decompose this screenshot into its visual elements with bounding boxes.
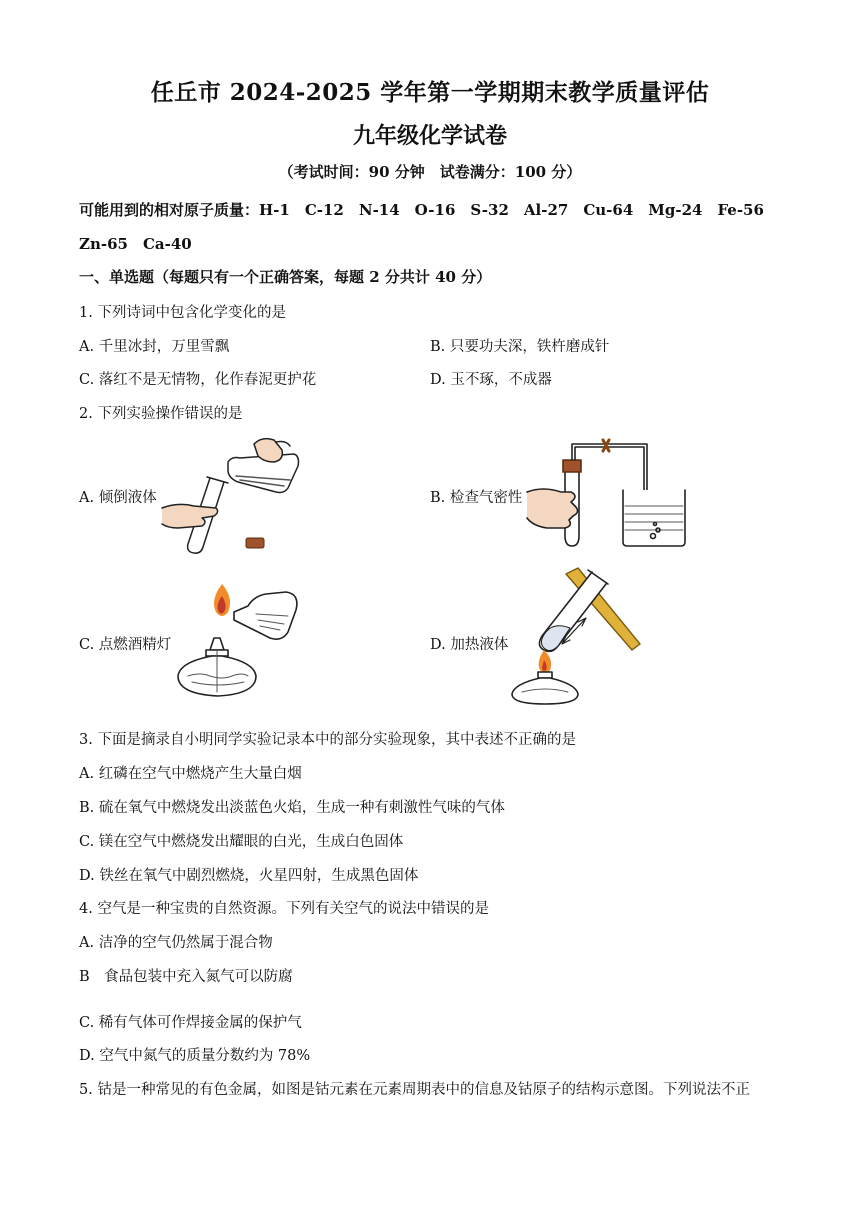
- pouring-liquid-illustration: [158, 436, 308, 556]
- question-3-option-b: B. 硫在氧气中燃烧发出淡蓝色火焰，生成一种有刺激性气味的气体: [79, 800, 505, 816]
- section-title: 一、单选题（每题只有一个正确答案，每题 2 分共计 40 分）: [79, 268, 492, 286]
- exam-subtitle: 九年级化学试卷: [352, 123, 507, 149]
- exam-info: （考试时间：90 分钟 试卷满分：100 分）: [278, 163, 582, 181]
- question-1-option-b: B. 只要功夫深，铁杵磨成针: [430, 339, 610, 355]
- question-4-option-c: C. 稀有气体可作焊接金属的保护气: [79, 1015, 302, 1031]
- question-4-option-b: B 食品包装中充入氮气可以防腐: [79, 969, 293, 985]
- question-1-option-a: A. 千里冰封，万里雪飘: [79, 339, 230, 355]
- question-2-option-a: A. 倾倒液体: [79, 490, 157, 506]
- question-1-option-c: C. 落红不是无情物，化作春泥更护花: [79, 372, 317, 388]
- question-3-option-a: A. 红磷在空气中燃烧产生大量白烟: [79, 766, 302, 782]
- question-1-stem: 1. 下列诗词中包含化学变化的是: [79, 305, 286, 321]
- question-2-stem: 2. 下列实验操作错误的是: [79, 406, 243, 422]
- question-4-stem: 4. 空气是一种宝贵的自然资源。下列有关空气的说法中错误的是: [79, 901, 489, 917]
- heating-liquid-illustration: [508, 566, 648, 706]
- exam-title: 任丘市 2024-2025 学年第一学期期末教学质量评估: [150, 79, 710, 106]
- lighting-alcohol-lamp-illustration: [170, 576, 310, 704]
- question-2-option-b: B. 检查气密性: [430, 490, 523, 506]
- atomic-masses-line1: 可能用到的相对原子质量：H-1 C-12 N-14 O-16 S-32 Al-27 Cu-64 Mg-24 Fe-56: [79, 201, 764, 219]
- question-2-option-d: D. 加热液体: [430, 637, 509, 653]
- question-4-option-a: A. 洁净的空气仍然属于混合物: [79, 935, 273, 951]
- question-3-stem: 3. 下面是摘录自小明同学实验记录本中的部分实验现象，其中表述不正确的是: [79, 732, 576, 748]
- question-4-option-d: D. 空气中氮气的质量分数约为 78%: [79, 1048, 311, 1064]
- question-1-option-d: D. 玉不琢，不成器: [430, 372, 552, 388]
- question-3-option-c: C. 镁在空气中燃烧发出耀眼的白光，生成白色固体: [79, 834, 404, 850]
- airtightness-check-illustration: [525, 436, 695, 552]
- question-5-stem: 5. 钴是一种常见的有色金属，如图是钴元素在元素周期表中的信息及钴原子的结构示意图。下列说法不正: [79, 1082, 750, 1098]
- question-3-option-d: D. 铁丝在氧气中剧烈燃烧，火星四射，生成黑色固体: [79, 868, 419, 884]
- question-2-option-c: C. 点燃酒精灯: [79, 637, 172, 653]
- atomic-masses-line2: Zn-65 Ca-40: [79, 235, 192, 253]
